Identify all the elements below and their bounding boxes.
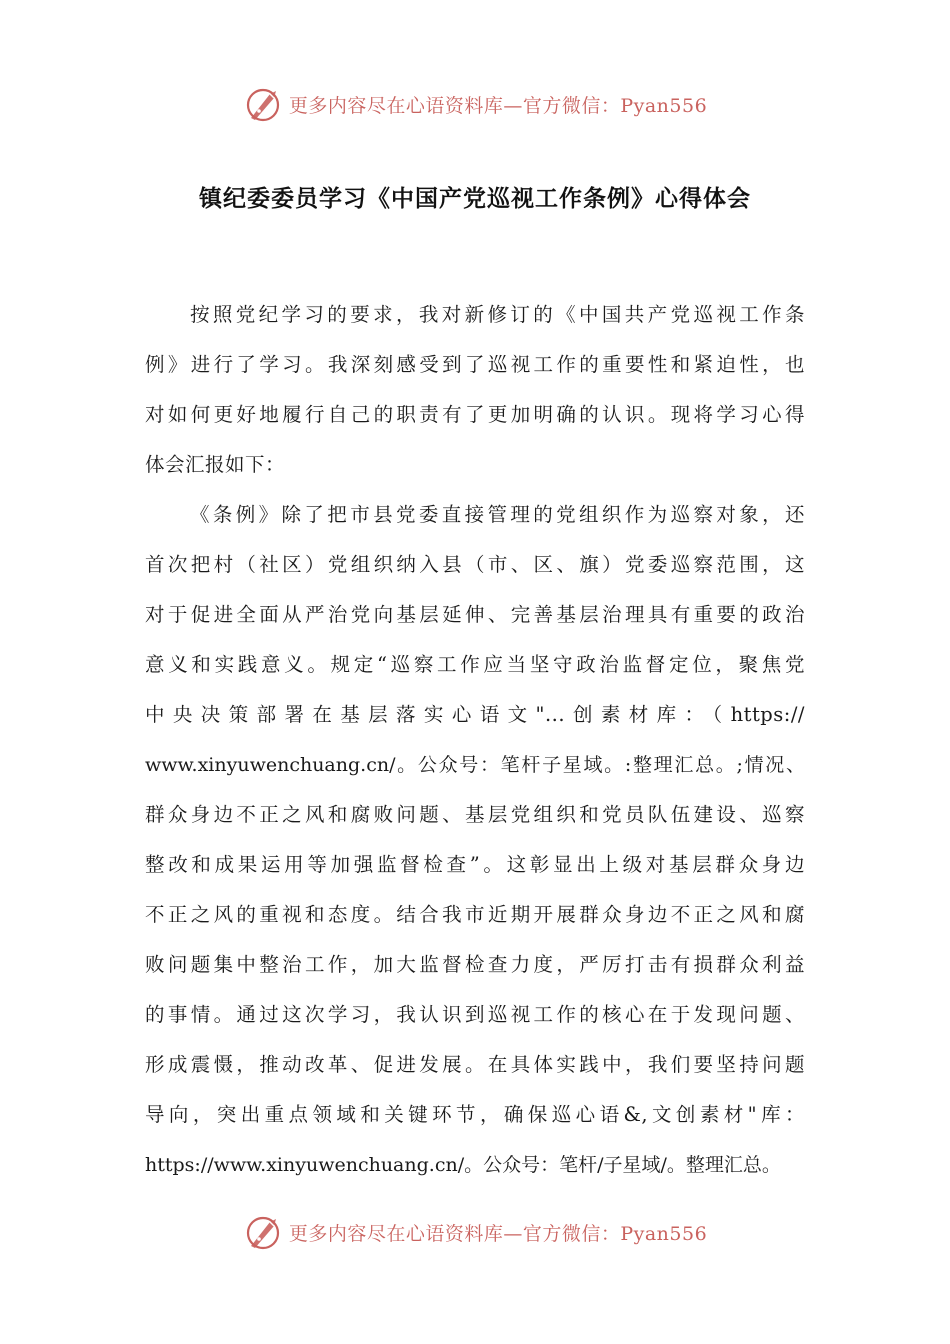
body-line: 导向，突出重点领域和关键环节，确保巡心语&,文创素材"库： — [145, 1103, 805, 1126]
watermark-banner-bottom — [0, 1210, 950, 1254]
document-body — [145, 290, 805, 1190]
body-line: 整改和成果运用等加强监督检查”。这彰显出上级对基层群众身边 — [145, 853, 805, 876]
pen-nib-circle-icon — [243, 1212, 283, 1252]
body-line: 对如何更好地履行自己的职责有了更加明确的认识。现将学习心得 — [145, 403, 805, 426]
body-line: 对于促进全面从严治党向基层延伸、完善基层治理具有重要的政治 — [145, 603, 805, 626]
body-line: https://www.xinyuwenchuang.cn/。公众号：笔杆/子星域/。整理汇总。 — [145, 1154, 781, 1176]
body-line: 的事情。通过这次学习，我认识到巡视工作的核心在于发现问题、 — [145, 1003, 805, 1026]
watermark-banner-top — [0, 82, 950, 126]
body-line: 不正之风的重视和态度。结合我市近期开展群众身边不正之风和腐 — [145, 903, 805, 926]
body-line: 体会汇报如下： — [145, 453, 286, 476]
pen-nib-circle-icon — [243, 84, 283, 124]
body-line: 中央决策部署在基层落实心语文"...创素材库：（https:// — [145, 703, 805, 726]
body-line: 例》进行了学习。我深刻感受到了巡视工作的重要性和紧迫性，也 — [145, 353, 805, 376]
body-line: 败问题集中整治工作，加大监督检查力度，严厉打击有损群众利益 — [145, 953, 805, 976]
watermark-text: 更多内容尽在心语资料库—官方微信：Pyan556 — [288, 94, 708, 117]
body-line: 形成震慑，推动改革、促进发展。在具体实践中，我们要坚持问题 — [145, 1053, 805, 1076]
body-line: 首次把村（社区）党组织纳入县（市、区、旗）党委巡察范围，这 — [145, 553, 805, 576]
watermark-text: 更多内容尽在心语资料库—官方微信：Pyan556 — [288, 1222, 708, 1245]
body-line: 按照党纪学习的要求，我对新修订的《中国共产党巡视工作条 — [190, 303, 805, 326]
body-line: www.xinyuwenchuang.cn/。公众号：笔杆子星域。:整理汇总。;情况、 — [145, 754, 805, 776]
body-line: 群众身边不正之风和腐败问题、基层党组织和党员队伍建设、巡察 — [145, 803, 805, 826]
body-line: 意义和实践意义。规定“巡察工作应当坚守政治监督定位，聚焦党 — [145, 653, 805, 676]
body-line: 《条例》除了把市县党委直接管理的党组织作为巡察对象，还 — [190, 503, 805, 526]
document-title: 镇纪委委员学习《中国产党巡视工作条例》心得体会 — [199, 186, 751, 212]
